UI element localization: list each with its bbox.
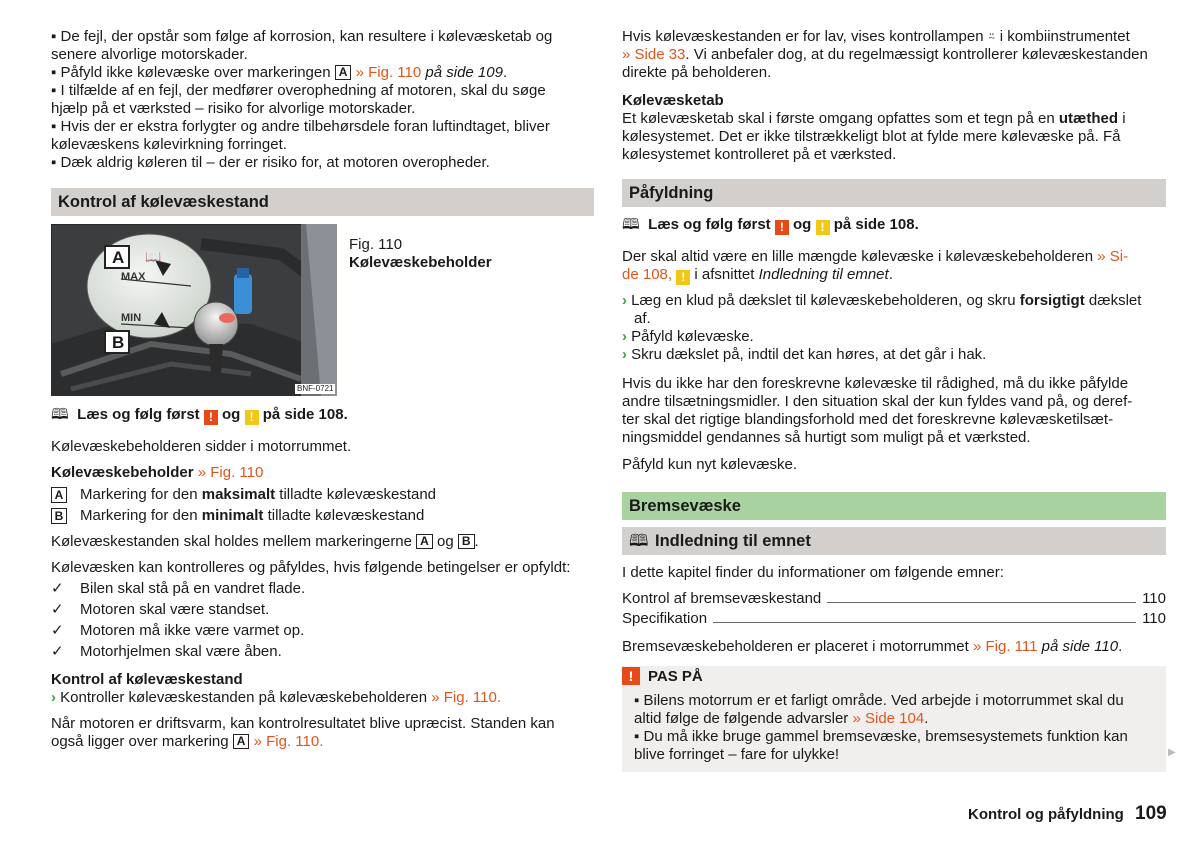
fill-para2-line1: Hvis du ikke har den foreskrevne kølevæske til rådighed, må du ikke påfylde bbox=[622, 375, 1129, 392]
toc-entry[interactable]: Kontrol af bremsevæskestand 110 bbox=[622, 590, 1166, 607]
fill-para2-line4: ningsmiddel gendannes så hurtigt som muligt på et værksted. bbox=[622, 429, 1031, 446]
lamp-text-line1: Hvis kølevæskestanden er for lav, vises kontrollampen ⍨ i kombiinstrumentet bbox=[622, 28, 1130, 45]
caution-line4: blive forringet – fare for ulykke! bbox=[634, 746, 840, 763]
conditions-intro: Kølevæsken kan kontrolleres og påfyldes, hvis følgende betingelser er opfyldt: bbox=[51, 559, 571, 576]
warning-bullet-3: ▪ I tilfælde af en fejl, der medfører overophedning af motoren, skal du søge bbox=[51, 82, 546, 99]
caution-line2: altid følge de følgende advarsler » Side 104. bbox=[634, 710, 929, 727]
min-label: MIN bbox=[121, 312, 142, 324]
section-heading-intro: 🕮 Indledning til emnet bbox=[622, 527, 1166, 555]
caution-box bbox=[622, 666, 1166, 772]
warning-bullet-1: ▪ De fejl, der opstår som følge af korrosion, kan resultere i kølevæsketab og bbox=[51, 28, 553, 45]
warning-bullet-3-cont: hjælp på et værksted – risiko for alvorlige motorskader. bbox=[51, 100, 416, 117]
page-number: 109 bbox=[1135, 803, 1167, 824]
warning-bullet-1-cont: senere alvorlige motorskader. bbox=[51, 46, 248, 63]
callout-b: B bbox=[112, 333, 125, 352]
figure-title: Kølevæskebeholder bbox=[349, 254, 492, 271]
warning-icon: ! bbox=[775, 220, 789, 235]
caution-title: PAS PÅ bbox=[648, 668, 703, 685]
figure-caption bbox=[349, 236, 492, 272]
fill-para2-line3: ter skal det rigtige blandingsforhold med det foreskrevne kølevæsketilsæt- bbox=[622, 411, 1114, 428]
warning-bullet-4-cont: kølevæskens kølevirkning forringet. bbox=[51, 136, 287, 153]
loss-line2: kølesystemet. Det er ikke tilstrækkeligt blot at fylde mere kølevæske på. Få bbox=[622, 128, 1121, 145]
fig-link[interactable]: » Fig. 111 bbox=[972, 638, 1038, 655]
legend-item-b: B Markering for den minimalt tilladte kølevæskestand bbox=[51, 507, 591, 525]
lamp-text-line2: » Side 33. Vi anbefaler dog, at du regelmæssigt kontrollerer kølevæskestanden bbox=[622, 46, 1148, 63]
legend-item-a: A Markering for den maksimalt tilladte kølevæskestand bbox=[51, 486, 591, 504]
brake-location: Bremsevæskebeholderen er placeret i motorrummet » Fig. 111 på side 110. bbox=[622, 638, 1123, 655]
lamp-text-line3: direkte på beholderen. bbox=[622, 64, 772, 81]
warning-bullet-2: ▪ Påfyld ikke kølevæske over markeringen A » Fig. 110 på side 109. bbox=[51, 64, 508, 81]
page-link[interactable]: » Side 33 bbox=[622, 46, 686, 63]
fig-link[interactable]: » Fig. 110. bbox=[253, 733, 324, 750]
fill-para-line2: de 108, ! i afsnittet Indledning til emnet. bbox=[622, 266, 893, 284]
warm-note-line2: også ligger over markering A » Fig. 110. bbox=[51, 733, 324, 750]
read-first-left: 🕮 Læs og følg først ! og ! på side 108. bbox=[51, 406, 348, 424]
book-icon: 🕮 bbox=[622, 216, 640, 233]
figure-number: Fig. 110 bbox=[349, 236, 403, 253]
loss-line3: kølesystemet kontrolleret på et værksted. bbox=[622, 146, 897, 163]
fill-step-3: › Skru dækslet på, indtil det kan høres, at det går i hak. bbox=[622, 346, 987, 363]
subheading-check: Kontrol af kølevæskestand bbox=[51, 671, 243, 688]
condition-item: ✓ Motoren skal være standset. bbox=[51, 601, 270, 618]
warning-icon: ! bbox=[204, 410, 218, 425]
book-icon: 🕮 bbox=[51, 406, 69, 423]
note-icon: ! bbox=[816, 220, 830, 235]
book-icon: 📖 bbox=[145, 249, 162, 264]
page-link[interactable]: de 108, bbox=[622, 266, 673, 283]
max-label: MAX bbox=[121, 271, 146, 283]
coolant-reservoir-figure bbox=[51, 224, 337, 396]
intro-text: Kølevæskebeholderen sidder i motorrummet. bbox=[51, 438, 352, 455]
fill-step-1: › Læg en klud på dækslet til kølevæskebeholderen, og skru forsigtigt dækslet bbox=[622, 292, 1142, 309]
caution-icon: ! bbox=[622, 667, 640, 685]
book-icon: 🕮 bbox=[629, 532, 649, 550]
check-step: › Kontroller kølevæskestanden på kølevæskebeholderen » Fig. 110. bbox=[51, 689, 501, 706]
caution-line1: ▪ Bilens motorrum er et farligt område. Ved arbejde i motorrummet skal du bbox=[634, 692, 1124, 709]
loss-line1: Et kølevæsketab skal i første omgang opfattes som et tegn på en utæthed i bbox=[622, 110, 1126, 127]
page-link[interactable]: » Side 104 bbox=[852, 710, 925, 727]
fig-link[interactable]: » Fig. 110. bbox=[431, 689, 501, 706]
condition-item: ✓ Motoren må ikke være varmet op. bbox=[51, 622, 305, 639]
note-icon: ! bbox=[245, 410, 259, 425]
fill-step-1-cont: af. bbox=[634, 310, 651, 327]
coolant-temp-icon: ⍨ bbox=[987, 29, 996, 44]
callout-a: A bbox=[112, 248, 125, 267]
section-heading-filling: Påfyldning bbox=[622, 179, 1166, 207]
figure-code: BNF-0721 bbox=[297, 384, 334, 393]
note-icon: ! bbox=[676, 270, 690, 285]
fig-link[interactable]: » Fig. 110 bbox=[197, 464, 264, 481]
page-link[interactable]: » Si- bbox=[1097, 248, 1129, 265]
engine-bay-illustration bbox=[51, 224, 337, 396]
fig-link[interactable]: » Fig. 110 bbox=[355, 64, 422, 81]
fill-para3: Påfyld kun nyt kølevæske. bbox=[622, 456, 798, 473]
read-first-right: 🕮 Læs og følg først ! og ! på side 108. bbox=[622, 216, 919, 234]
section-heading-coolant-level: Kontrol af kølevæskestand bbox=[51, 188, 594, 216]
toc-entry[interactable]: Specifikation 110 bbox=[622, 610, 1166, 627]
fill-para-line1: Der skal altid være en lille mængde kølevæske i kølevæskebeholderen » Si- bbox=[622, 248, 1129, 265]
fill-step-2: › Påfyld kølevæske. bbox=[622, 328, 754, 345]
condition-item: ✓ Bilen skal stå på en vandret flade. bbox=[51, 580, 306, 597]
caution-header bbox=[622, 666, 1166, 688]
continue-arrow-icon: ▶ bbox=[1168, 747, 1176, 758]
fill-para2-line2: andre tilsætningsmidler. I den situation skal der kun fyldes vand på, og deref- bbox=[622, 393, 1133, 410]
condition-item: ✓ Motorhjelmen skal være åben. bbox=[51, 643, 282, 660]
warning-bullet-4: ▪ Hvis der er ekstra forlygter og andre tilbehørsdele foran luftindtaget, bliver bbox=[51, 118, 550, 135]
intro-topics-text: I dette kapitel finder du informationer om følgende emner: bbox=[622, 564, 1004, 581]
footer-chapter: Kontrol og påfyldning bbox=[968, 806, 1124, 823]
warning-bullet-5: ▪ Dæk aldrig køleren til – der er risiko for, at motoren overopheder. bbox=[51, 154, 490, 171]
caution-line3: ▪ Du må ikke bruge gammel bremsevæske, bremsesystemets funktion kan bbox=[634, 728, 1128, 745]
legend-letter: B bbox=[51, 508, 67, 524]
subheading-reservoir: Kølevæskebeholder » Fig. 110 bbox=[51, 464, 264, 481]
subheading-loss: Kølevæsketab bbox=[622, 92, 724, 109]
legend-letter: A bbox=[51, 487, 67, 503]
section-heading-brake-fluid: Bremsevæske bbox=[622, 492, 1166, 520]
between-markings: Kølevæskestanden skal holdes mellem markeringerne A og B . bbox=[51, 533, 479, 550]
warm-note-line1: Når motoren er driftsvarm, kan kontrolresultatet blive upræcist. Standen kan bbox=[51, 715, 555, 732]
marker-a: A bbox=[335, 65, 352, 80]
